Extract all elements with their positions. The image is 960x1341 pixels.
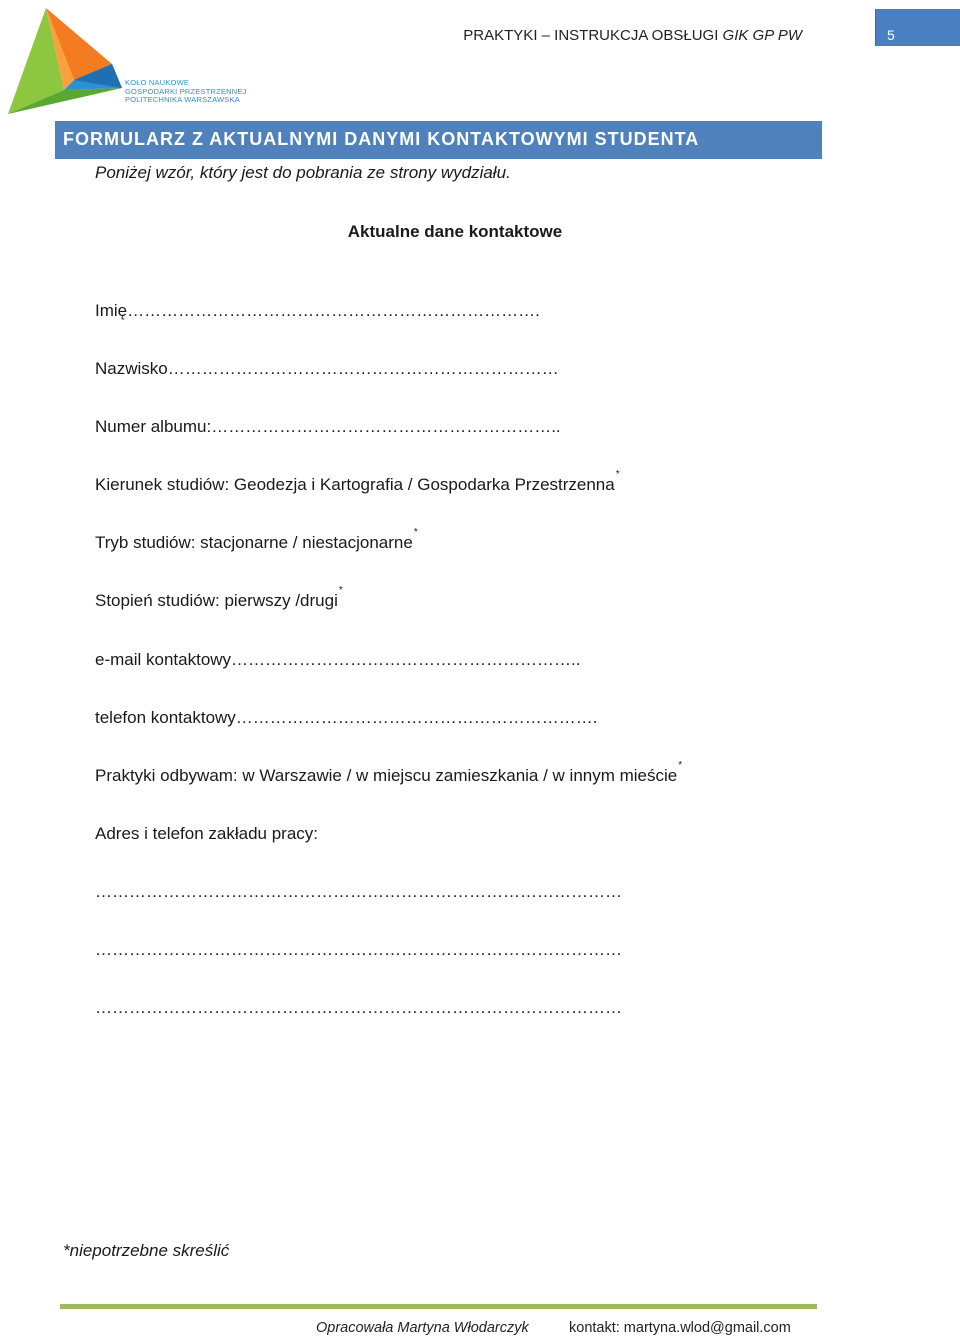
field-first-name: Imię……………………………………………………………….	[95, 301, 540, 320]
page-number: 5	[887, 27, 895, 43]
field-study-mode: Tryb studiów: stacjonarne / niestacjonarne*	[95, 527, 418, 552]
section-heading: FORMULARZ Z AKTUALNYMI DANYMI KONTAKTOWYMI STUDENTA	[63, 129, 700, 149]
logo-text	[125, 79, 246, 105]
field-study-direction: Kierunek studiów: Geodezja i Kartografia / Gospodarka Przestrzenna*	[95, 469, 620, 494]
running-header	[463, 27, 802, 44]
form-title: Aktualne dane kontaktowe	[347, 222, 563, 241]
logo-line-3: POLITECHNIKA WARSZAWSKA	[125, 95, 240, 104]
footer-rule	[60, 1304, 817, 1309]
field-last-name: Nazwisko……………………………………………………………	[95, 359, 559, 378]
blank-line: …………………………………………………………………………………	[95, 882, 622, 901]
blank-line: …………………………………………………………………………………	[95, 940, 622, 959]
logo-line-2: GOSPODARKI PRZESTRZENNEJ	[125, 86, 247, 96]
field-phone: telefon kontaktowy……………………………………………………….	[95, 708, 598, 727]
running-title: PRAKTYKI – INSTRUKCJA OBSŁUGI	[463, 27, 719, 44]
field-study-degree: Stopień studiów: pierwszy /drugi*	[95, 585, 343, 610]
field-album-number: Numer albumu:……………………………………………………..	[95, 417, 561, 436]
running-title-italic: GIK GP PW	[722, 27, 802, 44]
field-workplace-address: Adres i telefon zakładu pracy:	[95, 824, 319, 843]
field-internship-location: Praktyki odbywam: w Warszawie / w miejscu zamieszkania / w innym mieście*	[95, 760, 683, 785]
intro-text: Poniżej wzór, który jest do pobrania ze strony wydziału.	[95, 163, 511, 182]
footer-author: Opracowała Martyna Włodarczyk	[316, 1320, 529, 1336]
logo-line-1: KOŁO NAUKOWE	[125, 78, 190, 87]
field-email: e-mail kontaktowy……………………………………………………..	[95, 650, 581, 669]
footer-contact: kontakt: martyna.wlod@gmail.com	[569, 1320, 791, 1336]
blank-line: …………………………………………………………………………………	[95, 998, 622, 1017]
footnote: *niepotrzebne skreślić	[63, 1241, 230, 1260]
